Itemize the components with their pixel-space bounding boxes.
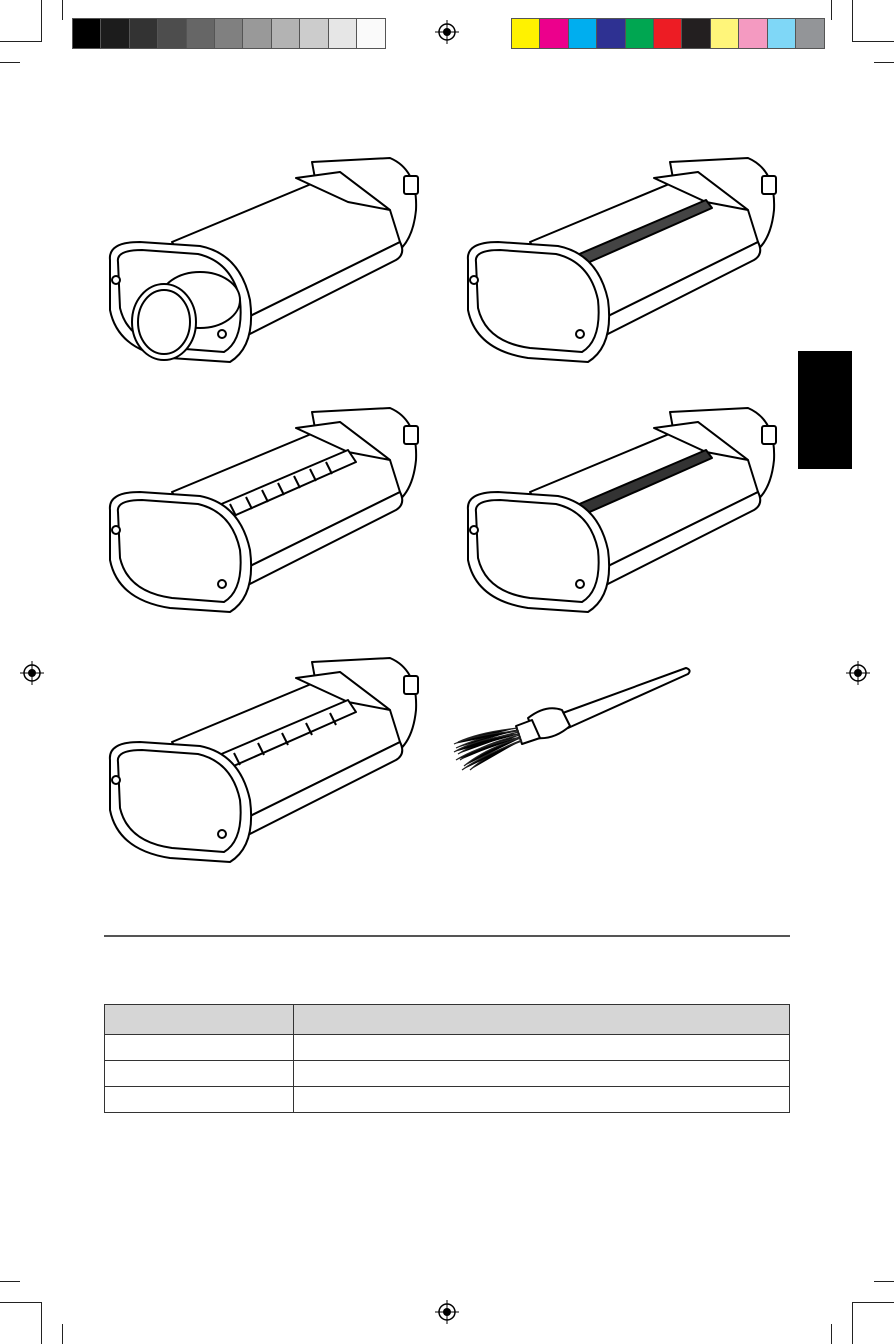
cleaning-brush-illustration [450, 660, 700, 785]
table-row [105, 1061, 790, 1087]
color-swatch [626, 19, 654, 48]
color-swatch [711, 19, 739, 48]
table-cell [294, 1087, 790, 1113]
crop-mark [0, 1302, 42, 1303]
table-header-cell [105, 1005, 294, 1035]
gray-swatch [243, 19, 271, 48]
crop-mark [852, 1302, 894, 1303]
capellini-cutter-illustration [458, 400, 788, 625]
color-swatch [768, 19, 796, 48]
color-swatch [796, 19, 824, 48]
color-swatch [512, 19, 540, 48]
registration-mark-bottom [435, 1300, 459, 1324]
crop-mark [62, 1324, 63, 1344]
color-swatch [540, 19, 568, 48]
lasagnette-cutter-2-illustration [100, 650, 430, 875]
gray-swatch [130, 19, 158, 48]
gray-swatch [158, 19, 186, 48]
gray-swatch [101, 19, 129, 48]
crop-mark [874, 62, 894, 63]
color-swatch [654, 19, 682, 48]
crop-mark [831, 1324, 832, 1344]
crop-mark [41, 1302, 42, 1344]
crop-mark [874, 1281, 894, 1282]
registration-mark-left [20, 661, 44, 685]
lasagnette-cutter-illustration [100, 400, 430, 625]
color-swatch [682, 19, 710, 48]
section-divider [104, 935, 790, 937]
table-row [105, 1035, 790, 1061]
color-swatch [739, 19, 767, 48]
registration-mark-top [435, 20, 459, 44]
crop-mark [852, 0, 853, 42]
parts-table [104, 1004, 790, 1113]
crop-mark [41, 0, 42, 42]
registration-mark-right [846, 661, 870, 685]
crop-mark [0, 41, 42, 42]
crop-mark [852, 41, 894, 42]
gray-swatch [300, 19, 328, 48]
color-swatch [597, 19, 625, 48]
table-cell [105, 1087, 294, 1113]
gray-swatch [272, 19, 300, 48]
grayscale-calibration-strip [72, 18, 386, 49]
gray-swatch [73, 19, 101, 48]
gray-swatch [215, 19, 243, 48]
table-cell [105, 1035, 294, 1061]
pasta-roller-illustration [100, 150, 430, 375]
color-calibration-strip [511, 18, 825, 49]
gray-swatch [357, 19, 385, 48]
table-cell [294, 1035, 790, 1061]
gray-swatch [187, 19, 215, 48]
table-row [105, 1087, 790, 1113]
table-cell [105, 1061, 294, 1087]
table-header-cell [294, 1005, 790, 1035]
section-tab [798, 351, 852, 469]
color-swatch [569, 19, 597, 48]
crop-mark [62, 0, 63, 20]
crop-mark [831, 0, 832, 20]
crop-mark [852, 1302, 853, 1344]
table-header-row [105, 1005, 790, 1035]
gray-swatch [329, 19, 357, 48]
table-cell [294, 1061, 790, 1087]
crop-mark [0, 62, 20, 63]
fettuccine-cutter-illustration [458, 150, 788, 375]
crop-mark [0, 1281, 20, 1282]
